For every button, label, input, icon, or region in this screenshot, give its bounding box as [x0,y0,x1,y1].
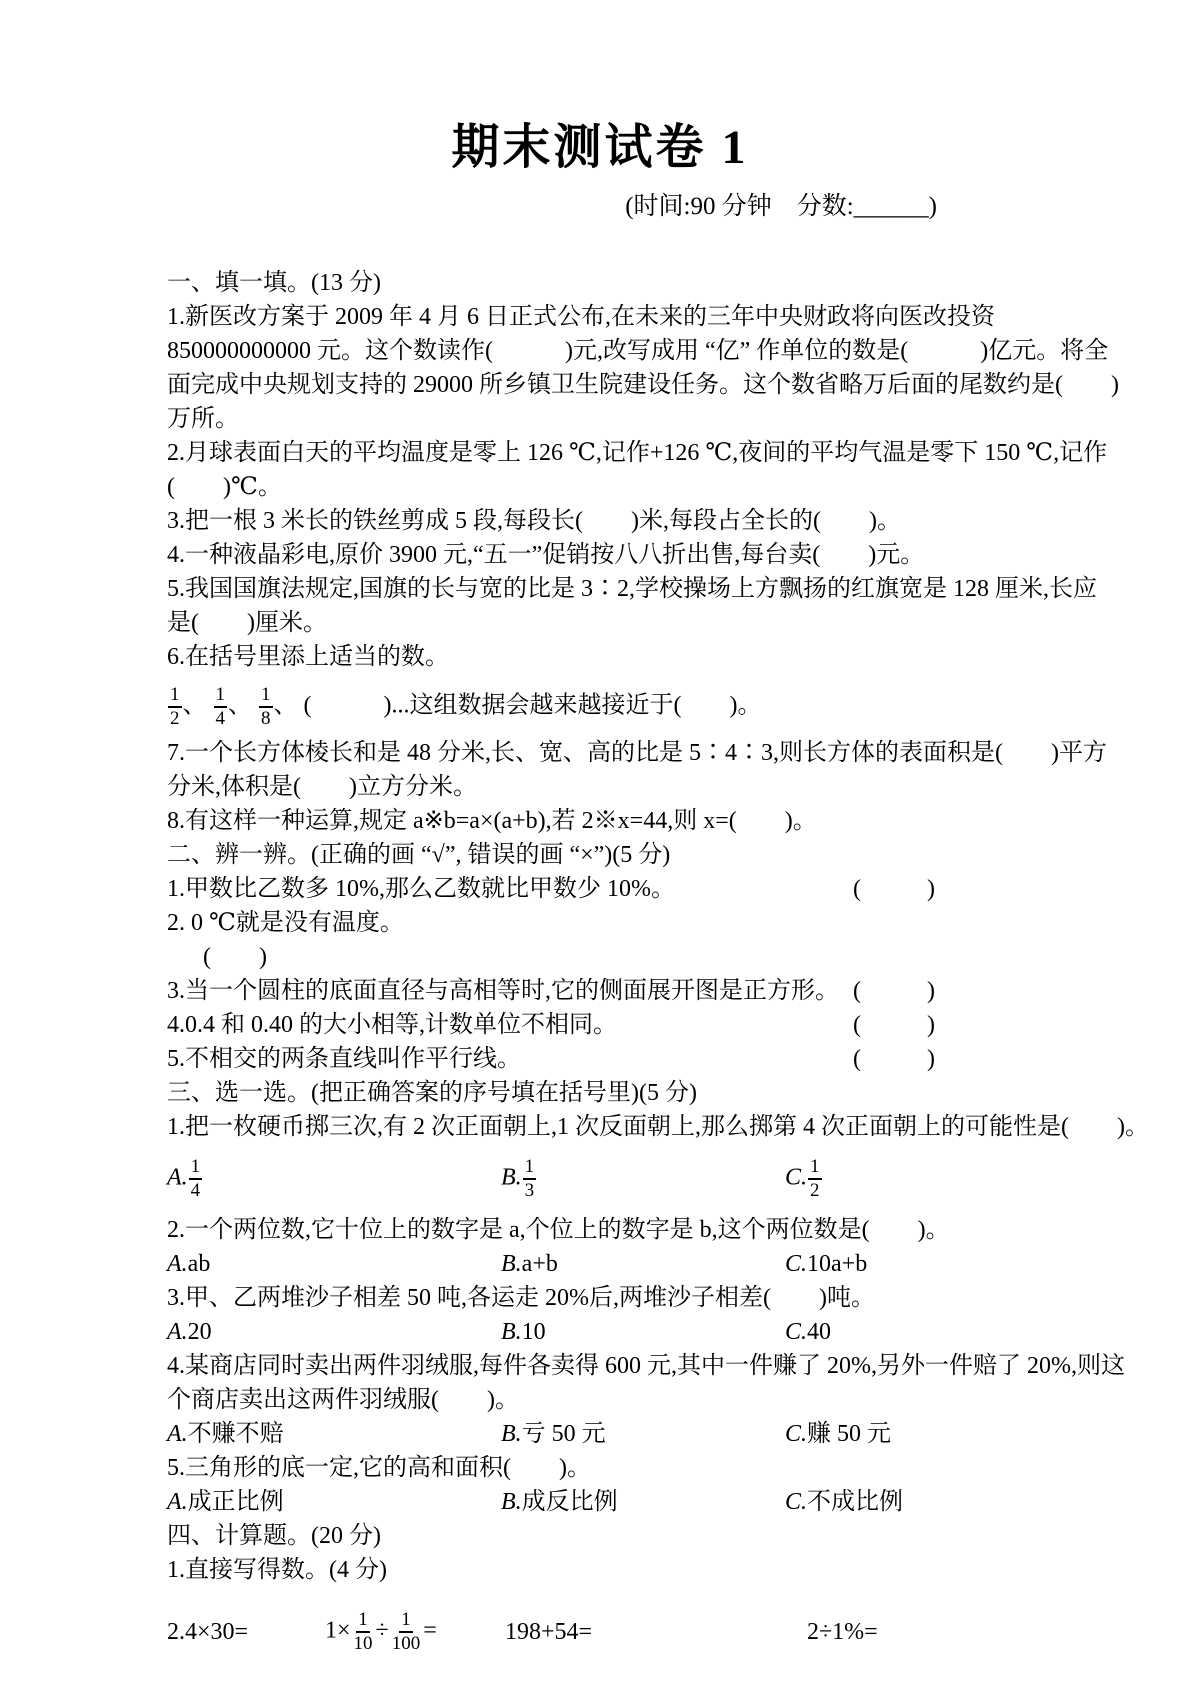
s2-q4-answer-bracket: ( ) [853,1011,941,1038]
s1-q6-sequence [167,684,1033,730]
fraction-one-half: $\frac{1}{2}$ [170,684,180,729]
s1-q1-line3: 面完成中央规划支持的 29000 所乡镇卫生院建设任务。这个数省略万后面的尾数约是( ) [167,372,1119,398]
s2-q1-text: 1.甲数比乙数多 10%,那么乙数就比甲数少 10%。 [167,875,675,902]
option-c: C.10a+b [785,1251,868,1278]
s3-q4-options [167,1417,1033,1451]
separator: 、 [182,692,207,719]
option-b: B.成反比例 [501,1489,618,1516]
s1-q1-line4: 万所。 [167,406,239,432]
s4-calc-row [167,1609,1033,1655]
fraction-one-half: $\frac{1}{2}$ [810,1155,820,1201]
option-c: C.赚 50 元 [785,1421,892,1448]
section4-heading: 四、计算题。(20 分) [167,1523,381,1550]
fraction-one-hundredth: $\frac{1}{100}$ [391,1609,421,1655]
option-b: B.a+b [501,1251,558,1278]
divide-sign: ÷ [375,1617,389,1644]
s3-q2-options [167,1247,1033,1281]
s1-q5-line1: 5.我国国旗法规定,国旗的长与宽的比是 3∶2,学校操场上方飘扬的红旗宽是 128 厘米,长应 [167,576,1097,602]
option-b: B.10 [501,1319,546,1346]
option-b: B.亏 50 元 [501,1421,606,1448]
s2-q5-row [167,1042,1033,1076]
s1-q6: 6.在括号里添上适当的数。 [167,644,449,670]
s3-q2: 2.一个两位数,它十位上的数字是 a,个位上的数字是 b,这个两位数是( )。 [167,1217,950,1244]
s3-q1-options [167,1156,1033,1202]
section2-heading: 二、辨一辨。(正确的画 “√”, 错误的画 “×”)(5 分) [167,841,671,868]
s2-q5-answer-bracket: ( ) [853,1045,941,1072]
s1-q5-line2: 是( )厘米。 [167,610,327,636]
s3-q1: 1.把一枚硬币掷三次,有 2 次正面朝上,1 次反面朝上,那么掷第 4 次正面朝上的可能性是( )。 [167,1113,1149,1140]
fraction-one-third: $\frac{1}{3}$ [524,1155,535,1201]
s2-q1-answer-bracket: ( ) [853,875,941,902]
s3-q3-options [167,1315,1033,1349]
calc-expression-3: 198+54= [505,1619,593,1646]
calc-expression-4: 2÷1%= [807,1619,878,1646]
option-c: C.不成比例 [785,1489,904,1516]
section3-heading: 三、选一选。(把正确答案的序号填在括号里)(5 分) [167,1079,697,1106]
s4-sub1: 1.直接写得数。(4 分) [167,1557,387,1584]
s1-q1-line2: 850000000000 元。这个数读作( )元,改写成用 “亿” 作单位的数是( )亿元。将全 [167,338,1109,364]
fraction-one-tenth: $\frac{1}{10}$ [353,1609,373,1655]
paper-title: 期末测试卷 1 [451,121,749,174]
calc-expression-1: 2.4×30= [167,1619,249,1646]
s2-q5-text: 5.不相交的两条直线叫作平行线。 [167,1045,521,1072]
option-a: A.成正比例 [167,1489,284,1516]
s1-q6-tail: ( )...这组数据会越来越接近于( )。 [303,692,762,719]
s2-q3-answer-bracket: ( ) [853,977,941,1004]
s2-q4-row [167,1008,1033,1042]
s3-q3: 3.甲、乙两堆沙子相差 50 吨,各运走 20%后,两堆沙子相差( )吨。 [167,1285,875,1312]
s2-q2-text: 2. 0 ℃就是没有温度。 [167,909,404,936]
s2-q3-text: 3.当一个圆柱的底面直径与高相等时,它的侧面展开图是正方形。 [167,977,839,1004]
s3-q4-line1: 4.某商店同时卖出两件羽绒服,每件各卖得 600 元,其中一件赚了 20%,另外一件赔了 20%,则这 [167,1353,1125,1380]
option-c: C.40 [785,1319,832,1346]
option-a: A.不赚不赔 [167,1421,284,1448]
s2-q4-text: 4.0.4 和 0.40 的大小相等,计数单位不相同。 [167,1011,617,1038]
s1-q7-line1: 7.一个长方体棱长和是 48 分米,长、宽、高的比是 5∶4∶3,则长方体的表面积是( )平方 [167,739,1107,766]
s1-q2-line2: ( )℃。 [167,474,282,500]
separator: 、 [273,692,298,719]
option-c: C. $\frac{1}{2}$ [785,1155,820,1201]
time-score-line: (时间:90 分钟 分数:______) [625,193,937,220]
s2-q1-row [167,872,1033,906]
fraction-one-fourth: $\frac{1}{4}$ [190,1155,201,1201]
section1-heading: 一、填一填。(13 分) [167,270,381,296]
option-a: A. $\frac{1}{4}$ [167,1155,201,1201]
fraction-one-fourth: $\frac{1}{4}$ [215,684,225,729]
calc-expression-2: 1× $\frac{1}{10}$ ÷ $\frac{1}{100}$ = [325,1609,437,1655]
s1-q4: 4.一种液晶彩电,原价 3900 元,“五一”促销按八八折出售,每台卖( )元。 [167,542,925,568]
s3-q5: 5.三角形的底一定,它的高和面积( )。 [167,1455,591,1482]
equals-sign: = [423,1617,437,1644]
fraction-one-eighth: $\frac{1}{8}$ [261,684,271,729]
s1-q8: 8.有这样一种运算,规定 a※b=a×(a+b),若 2※x=44,则 x=( )。 [167,807,817,834]
s2-q3-row [167,974,1033,1008]
s3-q5-options [167,1485,1033,1519]
separator: 、 [228,692,252,719]
s1-q3: 3.把一根 3 米长的铁丝剪成 5 段,每段长( )米,每段占全长的( )。 [167,508,901,534]
s3-q4-line2: 个商店卖出这两件羽绒服( )。 [167,1387,519,1414]
s1-q1-line1: 1.新医改方案于 2009 年 4 月 6 日正式公布,在未来的三年中央财政将向医改投资 [167,304,995,330]
s1-q7-line2: 分米,体积是( )立方分米。 [167,773,477,800]
option-a: A.ab [167,1251,211,1278]
s2-q2-answer-bracket: ( ) [203,943,267,970]
option-b: B. $\frac{1}{3}$ [501,1155,535,1201]
s1-q2-line1: 2.月球表面白天的平均温度是零上 126 ℃,记作+126 ℃,夜间的平均气温是零下 150 ℃,记作 [167,440,1108,466]
option-a: A.20 [167,1319,212,1346]
